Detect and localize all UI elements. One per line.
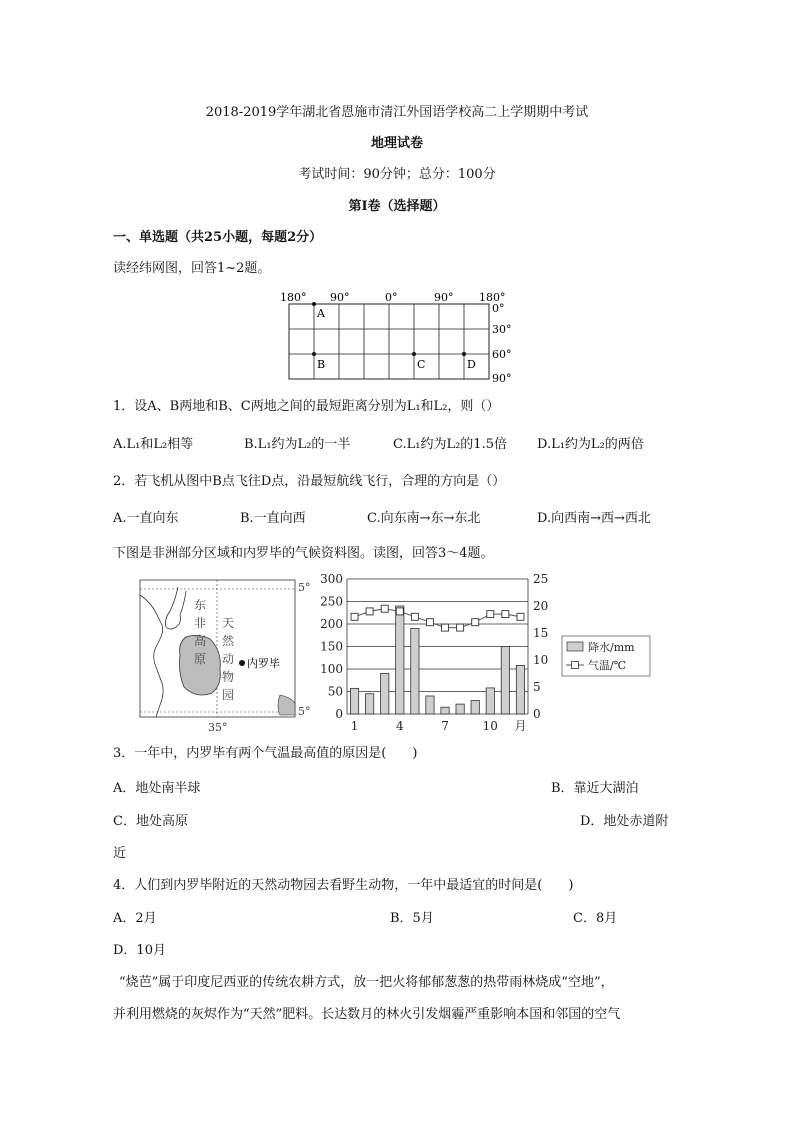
precipitation-bar <box>381 674 389 715</box>
question-2-option-a: A.一直向东 <box>113 511 179 526</box>
point-c-marker <box>412 352 416 356</box>
temperature-point <box>502 611 509 618</box>
temperature-point <box>366 608 373 615</box>
temperature-point <box>411 613 418 620</box>
question-3-option-d: D．地处赤道附 <box>580 814 669 829</box>
lon-label: 35° <box>208 721 228 734</box>
question-3-option-c: C．地处高原 <box>113 814 188 829</box>
temperature-point <box>472 619 479 626</box>
legend-label: 降水/mm <box>588 641 635 654</box>
temperature-point <box>396 608 403 615</box>
east-africa-map <box>130 575 330 735</box>
lon-label: 0° <box>385 291 398 304</box>
question-4-stem: 4．人们到内罗毕附近的天然动物园去看野生动物，一年中最适宜的时间是( ) <box>113 878 574 893</box>
temperature-line <box>351 605 524 631</box>
temperature-point <box>351 613 358 620</box>
left-axis-ticks <box>320 572 343 721</box>
question-4-option-a: A．2月 <box>113 911 157 926</box>
right-axis-ticks <box>533 572 548 721</box>
park-label: 动 <box>222 652 235 666</box>
lat-label: 90° <box>492 372 512 384</box>
temperature-point <box>381 605 388 612</box>
document-title: 2018-2019学年湖北省恩施市清江外国语学校高二上学期期中考试 <box>205 105 589 120</box>
meridians <box>314 304 464 379</box>
lat-label: 5° <box>298 705 311 718</box>
left-tick-label: 300 <box>320 572 343 586</box>
region-label: 原 <box>194 652 207 666</box>
lon-label: 180° <box>280 291 307 304</box>
point-b-marker <box>312 352 316 356</box>
lon-label: 90° <box>330 291 350 304</box>
point-c-label: C <box>417 358 426 371</box>
question-3-option-b: B．靠近大湖泊 <box>551 781 639 796</box>
graticule-map <box>278 288 518 384</box>
lon-label: 90° <box>434 291 454 304</box>
nairobi-marker <box>239 660 245 666</box>
right-tick-label: 15 <box>533 626 549 640</box>
legend-temp-marker <box>572 662 579 669</box>
left-tick-label: 50 <box>327 684 343 699</box>
rift-valley-lake <box>166 587 187 629</box>
intro-q3-q4: 下图是非洲部分区域和内罗毕的气候资料图。读图，回答3～4题。 <box>113 546 494 561</box>
lake-shoreline <box>140 595 163 717</box>
left-tick-label: 0 <box>335 707 343 721</box>
region-label: 非 <box>194 616 207 630</box>
region-label: 东 <box>194 598 207 612</box>
precipitation-bar <box>456 704 464 714</box>
intro-q1-q2: 读经纬网图，回答1~2题。 <box>113 261 271 276</box>
precipitation-bars <box>350 606 524 714</box>
question-1-stem: 1．设A、B两地和B、C两地之间的最短距离分别为L₁和L₂，则（） <box>113 399 500 414</box>
left-tick-label: 200 <box>320 617 343 631</box>
question-4-option-d: D．10月 <box>113 943 166 958</box>
precipitation-bar <box>471 701 479 715</box>
right-tick-label: 20 <box>533 599 549 613</box>
map-frame <box>140 580 295 717</box>
passage-line-1: “烧芭”属于印度尼西亚的传统农耕方式，放一把火将郁郁葱葱的热带雨林烧成“空地”， <box>119 975 614 990</box>
park-label: 然 <box>222 634 235 648</box>
park-label: 物 <box>222 670 235 684</box>
x-tick-label: 10 <box>482 719 498 733</box>
question-2-stem: 2．若飞机从图中B点飞往D点，沿最短航线飞行，合理的方向是（） <box>113 474 506 489</box>
park-label: 园 <box>222 688 235 702</box>
question-1-option-a: A.L₁和L₂相等 <box>113 437 194 452</box>
left-tick-label: 250 <box>320 594 343 609</box>
lat-label: 60° <box>492 348 512 361</box>
point-a-marker <box>312 302 316 306</box>
temperature-point <box>487 611 494 618</box>
right-tick-label: 25 <box>533 572 549 586</box>
left-tick-label: 150 <box>320 639 343 654</box>
volume-title: 第I卷（选择题） <box>348 199 446 214</box>
chart-legend <box>562 636 650 676</box>
question-3-option-a: A．地处南半球 <box>113 781 201 796</box>
x-tick-label: 7 <box>441 719 449 733</box>
temperature-series-line <box>355 609 521 628</box>
legend-precip-swatch <box>567 642 583 651</box>
precipitation-bar <box>516 665 524 714</box>
point-a-label: A <box>317 307 325 320</box>
question-1-option-c: C.L₁约为L₂的1.5倍 <box>393 437 507 452</box>
question-1-option-d: D.L₁约为L₂的两倍 <box>537 437 644 452</box>
question-2-option-c: C.向东南→东→东北 <box>367 511 481 526</box>
question-2-option-d: D.向西南→西→西北 <box>537 511 651 526</box>
precipitation-bar <box>426 696 434 714</box>
legend-label: 气温/℃ <box>588 659 627 672</box>
right-tick-label: 5 <box>533 680 541 694</box>
precipitation-bar <box>501 647 509 715</box>
question-3-option-d-wrap: 近 <box>113 846 127 861</box>
precipitation-bar <box>486 688 494 714</box>
x-tick-label: 4 <box>395 719 404 733</box>
precipitation-bar <box>365 694 373 714</box>
temperature-point <box>426 619 433 626</box>
lat-label: 0° <box>492 302 505 315</box>
question-1-option-b: B.L₁约为L₂的一半 <box>244 437 351 452</box>
temperature-point <box>442 624 449 631</box>
question-2-option-b: B.一直向西 <box>240 511 306 526</box>
x-axis-unit-label: 月 <box>514 719 527 733</box>
point-d-label: D <box>467 358 476 371</box>
section-heading: 一、单选题（共25小题，每题2分） <box>113 230 323 245</box>
lon-label: 180° <box>479 291 506 304</box>
lat-label: 30° <box>492 323 512 336</box>
region-label: 高 <box>194 634 207 648</box>
x-tick-label: 1 <box>350 719 359 733</box>
coastal-water <box>278 695 295 715</box>
question-4-option-b: B．5月 <box>390 911 434 926</box>
exam-info: 考试时间：90分钟；总分：100分 <box>298 167 496 182</box>
climate-chart <box>310 570 660 740</box>
subject-title: 地理试卷 <box>370 136 423 151</box>
question-4-option-c: C．8月 <box>573 911 618 926</box>
precipitation-bar <box>441 707 449 714</box>
right-tick-label: 0 <box>533 707 541 721</box>
point-b-label: B <box>317 358 326 371</box>
precipitation-bar <box>411 629 419 715</box>
question-3-stem: 3．一年中，内罗毕有两个气温最高值的原因是( ) <box>113 746 418 761</box>
city-label: 内罗毕 <box>247 657 280 670</box>
lat-label: 5° <box>298 581 311 594</box>
park-label: 天 <box>222 616 235 630</box>
precipitation-bar <box>350 688 358 714</box>
right-tick-label: 10 <box>533 653 549 667</box>
temperature-point <box>517 613 524 620</box>
temperature-point <box>457 624 464 631</box>
passage-line-2: 并利用燃烧的灰烬作为“天然”肥料。长达数月的林火引发烟霾严重影响本国和邻国的空气 <box>113 1007 621 1022</box>
precipitation-bar <box>396 606 404 714</box>
point-d-marker <box>462 352 466 356</box>
x-axis-ticks <box>351 719 527 733</box>
left-tick-label: 100 <box>320 662 343 676</box>
